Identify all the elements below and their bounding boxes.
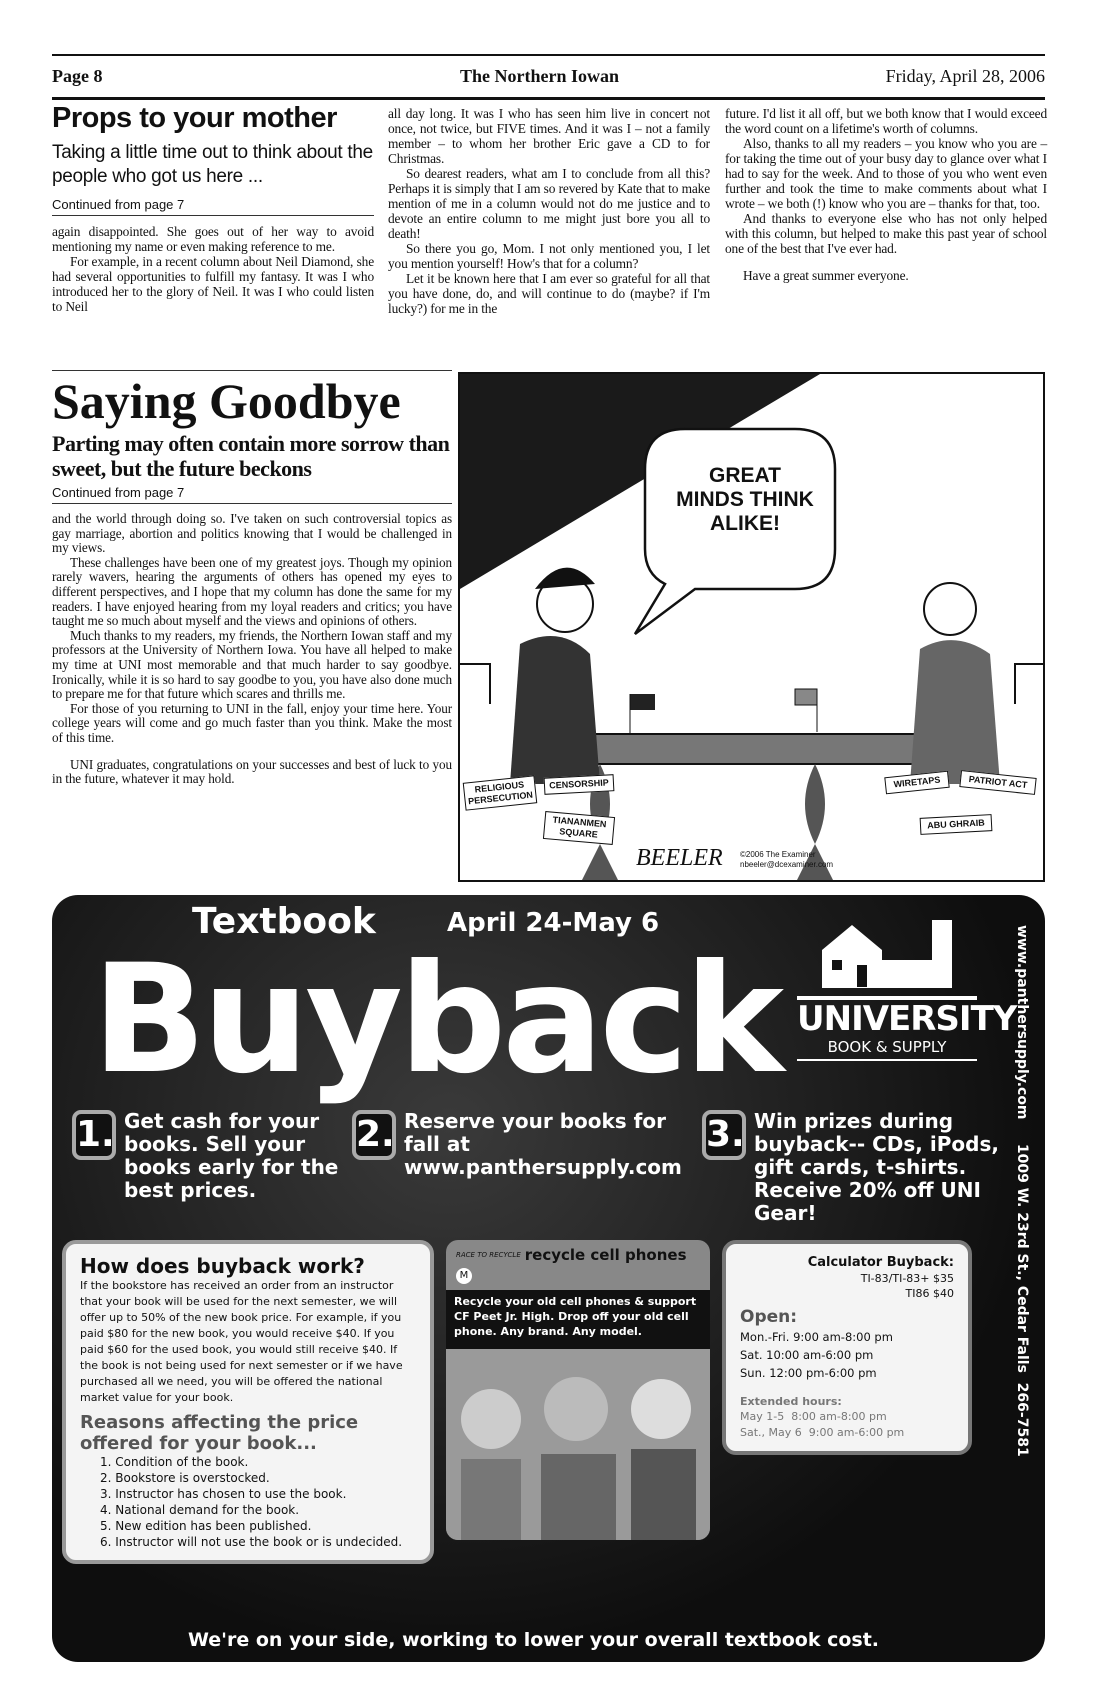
calc-price: TI-83/TI-83+ $35: [860, 1272, 954, 1285]
paper-label: RELIGIOUS PERSECUTION: [463, 775, 538, 810]
props-article: [52, 102, 374, 314]
props-col1: [52, 224, 374, 314]
paragraph: Much thanks to my readers, my friends, the Northern Iowan staff and my professors at the University of Northern Iowa. You have all helped to make my time at UNI most memorable and that much harder to say goodbye. Ironically, while it is so hard to say goodbe to you, you have also done much to prepare me for that future which scares and thrills me.: [52, 627, 452, 702]
reason-item: 5. New edition has been published.: [100, 1519, 312, 1533]
paragraph: For those of you returning to UNI in the fall, enjoy your time here. Your college years will come and go much faster than you think. Make the most of this time.: [52, 700, 452, 745]
hours-line: Sat. 10:00 am-6:00 pm: [740, 1348, 874, 1362]
recycle-title: recycle cell phones: [524, 1246, 687, 1264]
paragraph: So dearest readers, what am I to conclude from all this? Perhaps it is simply that I am so revered by Kate that to make mention of me in a column would not do me justice and to devote an entire column to me might just bore you all to death!: [388, 166, 710, 241]
calc-title: Calculator Buyback:: [807, 1255, 954, 1270]
paper-label: PATRIOT ACT: [959, 770, 1036, 795]
ad-side-text: www.panthersupply.com 1009 W. 23rd St., Cedar Falls 266-7581: [1014, 925, 1030, 1457]
paragraph: future. I'd list it all off, but we both know that I would exceed the word count on a lifetime's worth of columns.: [725, 106, 1047, 136]
reason-item: 3. Instructor has chosen to use the book.: [100, 1487, 347, 1501]
paper-label: WIRETAPS: [884, 771, 949, 795]
reason-item: 2. Bookstore is overstocked.: [100, 1471, 270, 1485]
extended-line: Sat., May 6 9:00 am-6:00 pm: [740, 1426, 905, 1439]
how-text: If the bookstore has received an order from an instructor that your book will be used for the next semester, we will offer up to 50% of the new book price. For example, if you paid $80 for the new book, you would receive $40. If you paid $60 for the used book, you would still receive $40. If the book is not being used for next semester or if we have purchased all we need, you will be offered the national market value for your book.: [80, 1279, 403, 1404]
paragraph: Also, thanks to all my readers – you know who you are – for taking the time out of your busy day to glance over what I had to say for the week. And to those of you who went even further and took the time to make comments about what I wrote – we both (!) know who you are – thanks for that, too.: [725, 136, 1047, 211]
paragraph: all day long. It was I who has seen him live in concert not once, not twice, but FIVE times. And it was I – not a family member – to whom her brother Eric gave a CD to for Christmas.: [388, 106, 710, 166]
paragraph: UNI graduates, congratulations on your successes and best of luck to you in the future, whatever it may hold.: [52, 756, 452, 787]
paragraph: For example, in a recent column about Neil Diamond, she had several opportunities to fulfill my fantasy. It was I who introduced her to the glory of Neil. It was I who could listen to Neil: [52, 254, 374, 314]
paragraph: Let it be known here that I am ever so grateful for all that you have done, do, and will continue to do (maybe? if I'm lucky?) for me in the: [388, 271, 710, 316]
hours-line: Mon.-Fri. 9:00 am-8:00 pm: [740, 1330, 893, 1344]
continued-note: Continued from page 7: [52, 197, 374, 216]
building-icon: [812, 915, 962, 990]
step-2: [352, 1110, 692, 1179]
paper-name: The Northern Iowan: [460, 66, 620, 86]
paragraph: And thanks to everyone else who has not only helped with this column, but helped to make this past year of school one of the best that I've ever had.: [725, 211, 1047, 256]
cartoonist-signature: BEELER: [636, 845, 723, 871]
photo-three-girls: [446, 1349, 710, 1540]
top-rule: [52, 54, 1045, 56]
paper-label: CENSORSHIP: [544, 774, 615, 795]
recycle-tag: RACE TO RECYCLE: [456, 1251, 521, 1259]
calc-price: TI86 $40: [905, 1287, 954, 1300]
ad-buyback-word: Buyback: [92, 933, 781, 1107]
brand-name: UNIVERSITY: [797, 999, 1017, 1039]
paragraph: and the world through doing so. I've taken on such controversial topics as gay marriage, abortion and politics knowing that I would be challenged in my views.: [52, 511, 452, 556]
speech-bubble-text: GREAT MINDS THINK ALIKE!: [676, 464, 814, 535]
cartoon-drawing: [460, 374, 1045, 882]
paper-label: ABU GHRAIB: [920, 814, 993, 835]
brand-subtitle: BOOK & SUPPLY: [797, 1038, 977, 1061]
step-text: Reserve your books for fall at www.panthersupply.com: [404, 1109, 682, 1179]
paragraph: again disappointed. She goes out of her way to avoid mentioning my name or even making reference to me.: [52, 224, 374, 254]
reason-item: 6. Instructor will not use the book or is undecided.: [100, 1535, 403, 1549]
paragraph: Have a great summer everyone.: [743, 268, 909, 283]
goodbye-body: [52, 512, 452, 787]
store-logo: [797, 915, 1017, 1061]
step-text: Get cash for your books. Sell your books early for the best prices.: [124, 1109, 339, 1202]
ad-textbook-word: Textbook: [192, 901, 376, 942]
reasons-list: [80, 1454, 416, 1550]
paper-label: TIANANMEN SQUARE: [543, 811, 615, 845]
credit-line: ©2006 The Examiner: [740, 850, 816, 859]
step-text: Win prizes during buyback-- CDs, iPods, gift cards, t-shirts. Receive 20% off UNI Gear!: [754, 1109, 999, 1225]
how-it-works-box: [62, 1240, 434, 1564]
how-title: How does buyback work?: [80, 1254, 365, 1278]
extended-line: May 1-5 8:00 am-8:00 pm: [740, 1410, 887, 1423]
buyback-advertisement: [52, 895, 1045, 1662]
cartoon-credit: [740, 850, 833, 870]
step-number: 1.: [72, 1110, 116, 1160]
reasons-title: Reasons affecting the price offered for your book...: [80, 1412, 359, 1454]
page-number: Page 8: [52, 66, 103, 86]
hours-line: Sun. 12:00 pm-6:00 pm: [740, 1366, 877, 1380]
article-subtitle: Parting may often contain more sorrow than sweet, but the future beckons: [52, 431, 450, 481]
ad-tagline: We're on your side, working to lower your overall textbook cost.: [187, 1629, 880, 1651]
motorola-logo-icon: M: [456, 1268, 472, 1284]
editorial-cartoon: [458, 372, 1045, 882]
continued-note: Continued from page 7: [52, 485, 452, 504]
article-title: Props to your mother: [52, 102, 337, 134]
credit-email: nbeeler@dcexaminer.com: [740, 860, 834, 869]
article-subtitle: Taking a little time out to think about the people who got us here ...: [52, 142, 373, 187]
goodbye-article: [52, 370, 452, 787]
header-rule: [52, 97, 1045, 100]
step-number: 3.: [702, 1110, 746, 1160]
issue-date: Friday, April 28, 2006: [885, 66, 1045, 86]
extended-title: Extended hours:: [740, 1395, 842, 1408]
paragraph: These challenges have been one of my greatest joys. Though my opinion rarely wavers, hearing the arguments of others has opened my eyes to different perspectives, and I hope that my column has done the same for my readers. I have enjoyed hearing from my loyal readers and critics; you have taught me so much about myself and the views and opinions of others.: [52, 554, 452, 629]
step-3: [702, 1110, 1000, 1225]
calculator-hours-box: [722, 1240, 972, 1455]
recycle-text: Recycle your old cell phones & support CF Peet Jr. High. Drop off your old cell phone. Any brand. Any model.: [446, 1290, 710, 1349]
open-title: Open:: [740, 1307, 798, 1327]
step-1: [72, 1110, 342, 1202]
step-number: 2.: [352, 1110, 396, 1160]
article-title: Saying Goodbye: [52, 373, 401, 429]
recycle-box: [446, 1240, 710, 1540]
paragraph: So there you go, Mom. I not only mentioned you, I let you mention yourself! How's that for a column?: [388, 241, 710, 271]
props-col2: [388, 106, 710, 316]
reason-item: 1. Condition of the book.: [100, 1455, 249, 1469]
ad-dates: April 24-May 6: [447, 908, 660, 938]
props-col3: [725, 106, 1047, 283]
reason-item: 4. National demand for the book.: [100, 1503, 300, 1517]
